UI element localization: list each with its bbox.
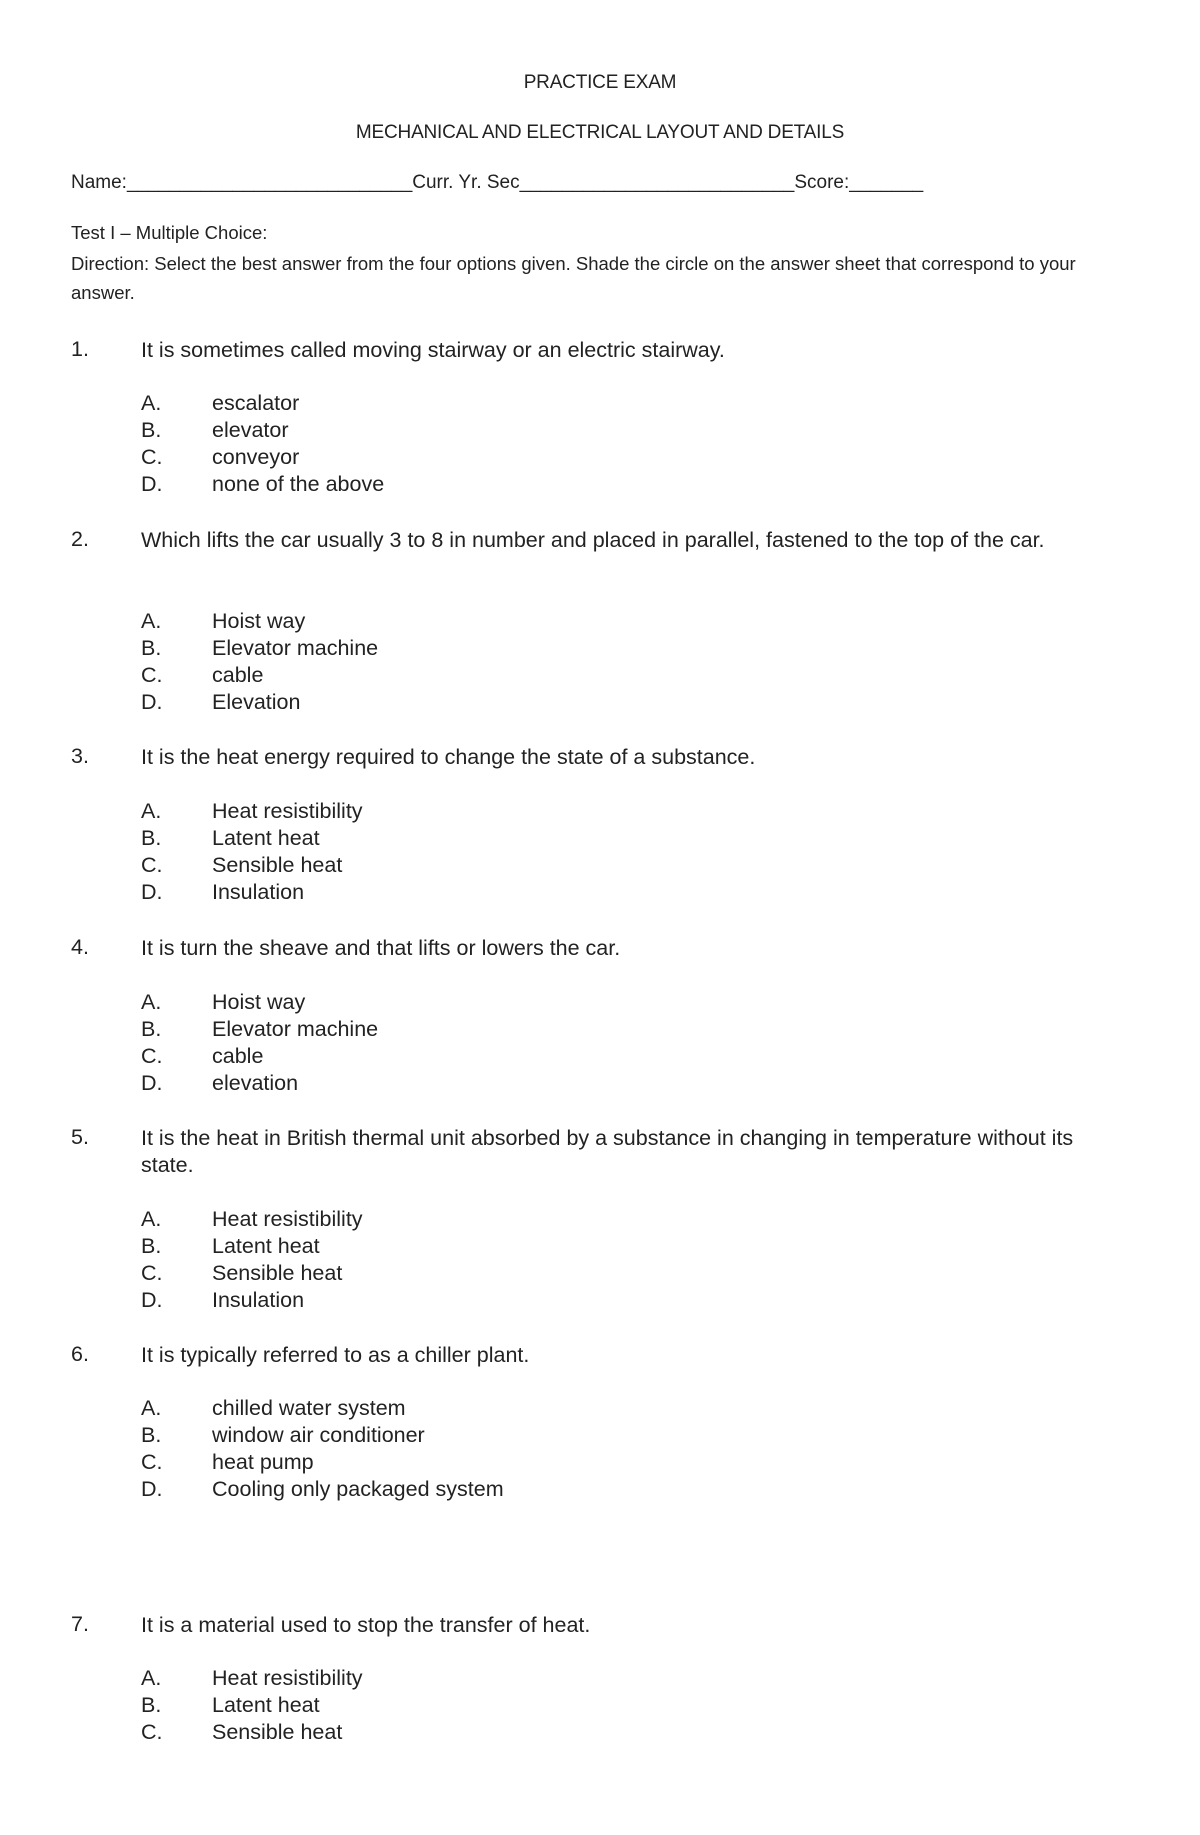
directions: Direction: Select the best answer from the four options given. Shade the circle on the answer sheet that correspond to your answer. [71, 253, 1076, 303]
option-letter: B. [141, 636, 162, 660]
option-letter: B. [141, 826, 162, 850]
option-letter: C. [141, 1720, 163, 1744]
option-text: Latent heat [212, 1234, 320, 1258]
option-letter: D. [141, 880, 163, 904]
option-letter: B. [141, 418, 162, 442]
option-text: none of the above [212, 472, 385, 496]
option-text: heat pump [212, 1450, 314, 1474]
student-info-line: Name:___________________________Curr. Yr. Sec__________________________Score:_______ [71, 172, 924, 193]
option-text: window air conditioner [212, 1423, 425, 1447]
option-letter: D. [141, 472, 163, 496]
option-text: Insulation [212, 880, 305, 904]
option-letter: C. [141, 663, 163, 687]
option-letter: B. [141, 1423, 162, 1447]
option-text: Heat resistibility [212, 1666, 363, 1690]
option-text: Heat resistibility [212, 799, 363, 823]
option-text: cable [212, 663, 264, 687]
option-text: Latent heat [212, 826, 320, 850]
option-letter: D. [141, 1071, 163, 1095]
option-letter: B. [141, 1693, 162, 1717]
option-letter: A. [141, 609, 162, 633]
page-subtitle: MECHANICAL AND ELECTRICAL LAYOUT AND DETAILS [355, 122, 845, 143]
question-stem: It is turn the sheave and that lifts or lowers the car. [141, 936, 621, 960]
option-text: Insulation [212, 1288, 305, 1312]
test-heading: Test I – Multiple Choice: [71, 222, 268, 243]
option-letter: D. [141, 1477, 163, 1501]
question-number: 4. [71, 935, 89, 959]
question-number: 3. [71, 744, 89, 768]
option-letter: C. [141, 1261, 163, 1285]
option-letter: C. [141, 1044, 163, 1068]
question-stem: It is the heat energy required to change the state of a substance. [141, 745, 756, 769]
question-number: 6. [71, 1342, 89, 1366]
option-text: Sensible heat [212, 1720, 343, 1744]
option-letter: A. [141, 391, 162, 415]
question-stem: It is typically referred to as a chiller plant. [141, 1343, 530, 1367]
option-text: escalator [212, 391, 300, 415]
option-text: Sensible heat [212, 853, 343, 877]
option-text: elevator [212, 418, 289, 442]
option-letter: A. [141, 799, 162, 823]
option-letter: A. [141, 1666, 162, 1690]
option-letter: C. [141, 1450, 163, 1474]
option-text: Elevator machine [212, 1017, 379, 1041]
question-number: 7. [71, 1612, 89, 1636]
option-text: Elevator machine [212, 636, 379, 660]
option-letter: A. [141, 1207, 162, 1231]
option-letter: A. [141, 990, 162, 1014]
option-letter: C. [141, 853, 163, 877]
option-text: Heat resistibility [212, 1207, 363, 1231]
question-stem: It is the heat in British thermal unit absorbed by a substance in changing in temperature without its state. [141, 1126, 1074, 1177]
option-text: conveyor [212, 445, 300, 469]
option-letter: D. [141, 690, 163, 714]
question-stem: It is sometimes called moving stairway or an electric stairway. [141, 338, 725, 362]
option-letter: A. [141, 1396, 162, 1420]
option-text: Hoist way [212, 609, 306, 633]
question-number: 2. [71, 527, 89, 551]
question-stem: Which lifts the car usually 3 to 8 in number and placed in parallel, fastened to the top of the car. [141, 528, 1045, 552]
option-text: cable [212, 1044, 264, 1068]
option-text: chilled water system [212, 1396, 406, 1420]
question-number: 5. [71, 1125, 89, 1149]
option-text: elevation [212, 1071, 299, 1095]
option-text: Elevation [212, 690, 301, 714]
option-letter: B. [141, 1234, 162, 1258]
option-text: Hoist way [212, 990, 306, 1014]
option-text: Latent heat [212, 1693, 320, 1717]
option-text: Sensible heat [212, 1261, 343, 1285]
option-letter: B. [141, 1017, 162, 1041]
question-number: 1. [71, 337, 89, 361]
option-letter: D. [141, 1288, 163, 1312]
question-stem: It is a material used to stop the transfer of heat. [141, 1613, 591, 1637]
page-title: PRACTICE EXAM [523, 72, 677, 93]
option-letter: C. [141, 445, 163, 469]
option-text: Cooling only packaged system [212, 1477, 504, 1501]
